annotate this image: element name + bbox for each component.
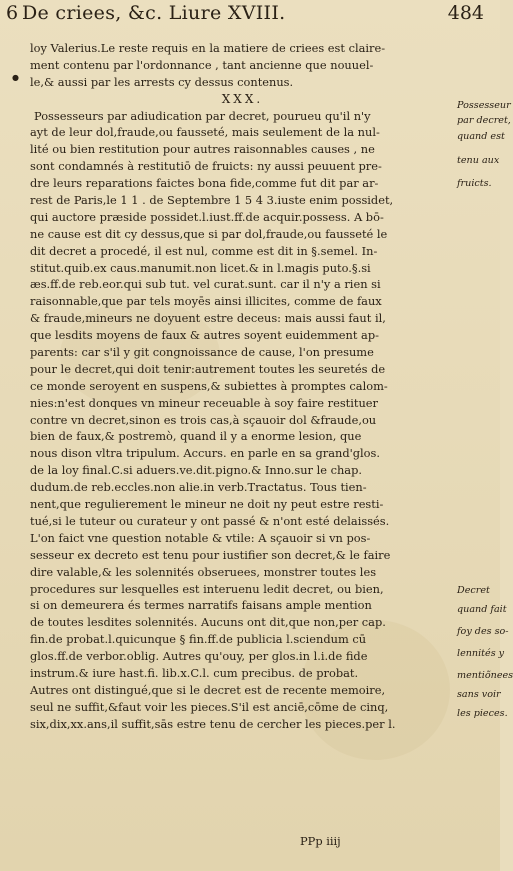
bullet-mark: ●: [12, 73, 19, 82]
margin-note: tenu aux: [457, 155, 500, 166]
text-line: ment contenu par l'ordonnance , tant ancienne que nouuel-: [30, 57, 374, 72]
text-line: contre vn decret,sinon es trois cas,à sçauoir dol &fraude,ou: [30, 412, 377, 427]
text-line: sesseur ex decreto est tenu pour iustifier son decret,& le faire: [30, 547, 391, 562]
body-text: [30, 40, 455, 733]
text-line: raisonnable,que par tels moyēs ainsi illicites, comme de faux: [30, 294, 382, 309]
text-line: dudum.de reb.eccles.non alie.in verb.Tractatus. Tous tien-: [30, 480, 367, 495]
text-line: qui auctore præside possidet.l.iust.ff.de acquir.possess. A bō-: [30, 209, 384, 224]
text-line: seul ne suffit,&faut voir les pieces.S'il est anciē,cōme de cinq,: [30, 699, 389, 714]
text-line: instrum.& iure hast.fi. lib.x.C.l. cum precibus. de probat.: [30, 665, 359, 680]
text-line: Possesseurs par adiudication par decret, pourueu qu'il n'y: [34, 108, 371, 123]
text-line: glos.ff.de verbor.oblig. Autres qu'ouy, per glos.in l.i.de fide: [30, 649, 368, 664]
text-line: sont condamnés à restitutiō de fruicts: ny aussi peuuent pre-: [30, 159, 382, 174]
text-line: que lesdits moyens de faux & autres soyent euidemment ap-: [30, 328, 379, 343]
text-line: rest de Paris,le 1 1 . de Septembre 1 5 4 3.iuste enim possidet,: [30, 193, 394, 208]
margin-note: les pieces.: [457, 708, 508, 719]
margin-note: lennités y: [457, 648, 505, 659]
text-line: L'on faict vne question notable & vtile: A sçauoir si vn pos-: [30, 530, 371, 545]
text-line: tué,si le tuteur ou curateur y ont passé & n'ont esté delaissés.: [30, 513, 390, 528]
text-line: dit decret a procedé, il est nul, comme est dit in §.semel. In-: [30, 243, 378, 258]
margin-note: sans voir: [457, 689, 501, 700]
text-line: six,dix,xx.ans,il suffit,sās estre tenu de cercher les pieces.per l.: [30, 716, 396, 731]
text-line: loy Valerius.Le reste requis en la matiere de criees est claire-: [30, 41, 386, 55]
text-line: pour le decret,qui doit tenir:autrement toutes les seuretés de: [30, 361, 386, 376]
text-line: lité ou bien restitution pour autres raisonnables causes , ne: [30, 142, 375, 157]
running-title: De criees, &c. Liure XVIII.: [22, 2, 286, 24]
section-heading: XXX.: [221, 91, 264, 106]
text-line: æs.ff.de reb.eor.qui sub tut. vel curat.sunt. car il n'y a rien si: [30, 277, 381, 292]
text-line: & fraude,mineurs ne doyuent estre deceus: mais aussi faut il,: [30, 311, 386, 326]
text-line: nent,que regulierement le mineur ne doit ny peut estre resti-: [30, 497, 384, 512]
text-line: nies:n'est donques vn mineur receuable à soy faire restituer: [30, 395, 378, 410]
margin-note: fruicts.: [457, 178, 492, 189]
signature-mark: PPp iiij: [300, 834, 341, 848]
margin-note: par decret,: [457, 115, 511, 126]
text-line: le,& aussi par les arrests cy dessus contenus.: [30, 74, 294, 89]
folio-number: 484: [447, 2, 484, 24]
text-line: ce monde seroyent en suspens,& subiettes à promptes calom-: [30, 378, 388, 393]
text-line: dre leurs reparations faictes bona fide,comme fut dit par ar-: [30, 176, 379, 191]
margin-note: Decret: [457, 585, 490, 596]
margin-note: foy des so-: [457, 626, 509, 637]
text-line: dire valable,& les solennités obseruees, monstrer toutes les: [30, 564, 377, 579]
text-line: parents: car s'il y git congnoissance de cause, l'on presume: [30, 345, 374, 360]
running-header: [6, 2, 484, 32]
text-line: ayt de leur dol,fraude,ou fausseté, mais seulement de la nul-: [30, 125, 380, 140]
margin-note: quand fait: [457, 604, 507, 615]
text-line: procedures sur lesquelles est interuenu ledit decret, ou bien,: [30, 581, 384, 596]
margin-note: quand est: [457, 131, 505, 142]
margin-note: mentiõnees: [457, 670, 513, 681]
text-line: si on demeurera és termes narratifs faisans ample mention: [30, 598, 372, 613]
text-line: nous dison vltra tripulum. Accurs. en parle en sa grand'glos.: [30, 446, 381, 461]
margin-note: Possesseur: [457, 100, 511, 111]
text-line: ne cause est dit cy dessus,que si par dol,fraude,ou fausseté le: [30, 226, 388, 241]
text-line: fin.de probat.l.quicunque § fin.ff.de publicia l.sciendum cū: [30, 632, 367, 647]
text-line: de la loy final.C.si aduers.ve.dit.pigno.& Inno.sur le chap.: [30, 463, 363, 478]
text-line: bien de faux,& postremò, quand il y a enorme lesion, que: [30, 429, 362, 444]
text-line: Autres ont distingué,que si le decret est de recente memoire,: [30, 682, 386, 697]
page-number: 6: [6, 2, 19, 24]
text-line: stitut.quib.ex caus.manumit.non licet.& in l.magis puto.§.si: [30, 260, 371, 275]
text-line: de toutes lesdites solennités. Aucuns ont dit,que non,per cap.: [30, 615, 386, 630]
